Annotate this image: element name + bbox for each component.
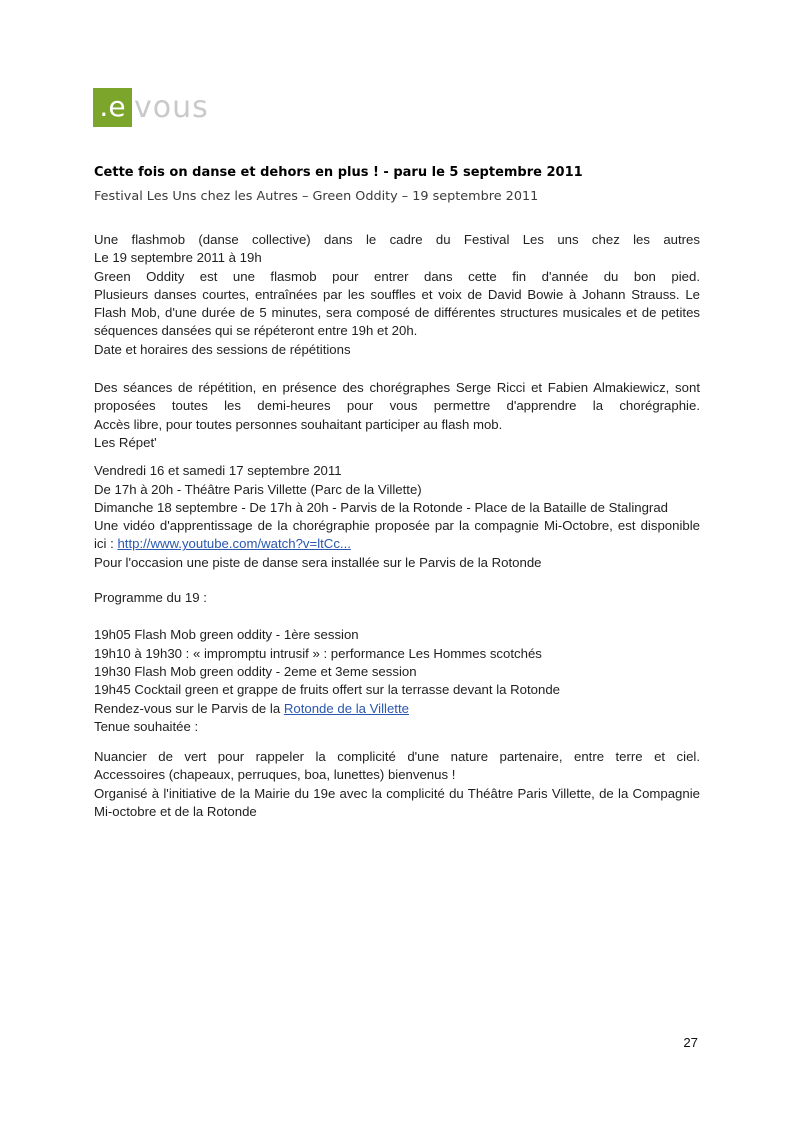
body-line [94,416,700,434]
body-line [94,554,700,572]
text-span: Pour l'occasion une piste de danse sera installée sur le Parvis de la Rotonde [94,554,542,570]
text-span: Programme du 19 : [94,590,207,606]
paragraph-block [94,231,700,359]
youtube-link[interactable]: http://www.youtube.com/watch?v=ltCc... [117,536,351,552]
text-span: Nuancier de vert pour rappeler la complicité d'une nature partenaire, entre terre et ciel. [94,749,700,765]
text-span: Flash Mob, d'une durée de 5 minutes, sera composé de différentes structures musicales et de petites [94,305,700,321]
text-span: Accès libre, pour toutes personnes souhaitant participer au flash mob. [94,416,503,432]
text-span: proposées toutes les demi-heures pour vous permettre d'apprendre la chorégraphie. [94,398,700,414]
body-line [94,645,700,663]
text-span: Une vidéo d'apprentissage de la chorégraphie proposée par la compagnie Mi-Octobre, est disponible [94,518,700,534]
body-line [94,379,700,397]
text-span: Green Oddity est une flasmob pour entrer dans cette fin d'année du bon pied. [94,268,700,284]
body-line [94,231,700,249]
text-span: Rendez-vous sur le Parvis de la [94,700,284,716]
text-span: Plusieurs danses courtes, entraînées par les souffles et voix de David Bowie à Johann Strauss. Le [94,286,700,302]
text-span: Date et horaires des sessions de répétitions [94,341,351,357]
text-span: Organisé à l'initiative de la Mairie du 19e avec la complicité du Théâtre Paris Villette, de la Compagnie [94,785,700,801]
page-number: 27 [683,1035,698,1050]
text-span: 19h05 Flash Mob green oddity - 1ère session [94,627,359,643]
paragraph-block [94,626,700,736]
body-line [94,481,700,499]
body-line [94,462,700,480]
text-span: séquences dansées qui se répéteront entre 19h et 20h. [94,323,418,339]
body-line [94,499,700,517]
evous-logo [93,88,209,127]
body-line [94,517,700,535]
text-span: De 17h à 20h - Théâtre Paris Villette (Parc de la Villette) [94,481,422,497]
text-span: Accessoires (chapeaux, perruques, boa, lunettes) bienvenus ! [94,767,456,783]
logo-wordmark: vous [134,90,209,125]
text-span: 19h30 Flash Mob green oddity - 2eme et 3eme session [94,663,417,679]
logo-mark: .e [93,88,132,127]
paragraph-block [94,589,700,607]
article-subtitle: Festival Les Uns chez les Autres – Green Oddity – 19 septembre 2011 [94,189,539,204]
paragraph-block [94,748,700,821]
text-span: ici : [94,536,118,552]
body-line [94,434,700,452]
body-line [94,626,700,644]
body-line [94,785,700,803]
text-span: Le 19 septembre 2011 à 19h [94,250,262,266]
body-line [94,589,700,607]
body-line [94,286,700,304]
text-span: Des séances de répétition, en présence des chorégraphes Serge Ricci et Fabien Almakiewicz, sont [94,380,700,396]
body-line [94,700,700,718]
article-body [94,231,700,821]
body-line [94,803,700,821]
body-line [94,304,700,322]
text-span: Une flashmob (danse collective) dans le cadre du Festival Les uns chez les autres [94,232,700,247]
text-span: Vendredi 16 et samedi 17 septembre 2011 [94,463,342,479]
body-line [94,718,700,736]
body-line [94,766,700,784]
text-span: Mi-octobre et de la Rotonde [94,804,257,820]
body-line [94,681,700,699]
body-line [94,249,700,267]
body-line [94,663,700,681]
text-span: Les Répet' [94,434,157,450]
article-title: Cette fois on danse et dehors en plus ! - paru le 5 septembre 2011 [94,165,583,180]
text-span: 19h10 à 19h30 : « impromptu intrusif » : performance Les Hommes scotchés [94,645,542,661]
body-line [94,397,700,415]
paragraph-block [94,462,700,572]
paragraph-block [94,379,700,452]
body-line [94,748,700,766]
rotonde-link[interactable]: Rotonde de la Villette [283,700,409,716]
body-line [94,322,700,340]
text-span: Tenue souhaitée : [94,718,199,734]
text-span: 19h45 Cocktail green et grappe de fruits offert sur la terrasse devant la Rotonde [94,682,560,698]
body-line [94,341,700,359]
body-line [94,535,700,553]
body-line [94,268,700,286]
text-span: Dimanche 18 septembre - De 17h à 20h - Parvis de la Rotonde - Place de la Bataille de Stalingrad [94,499,668,515]
